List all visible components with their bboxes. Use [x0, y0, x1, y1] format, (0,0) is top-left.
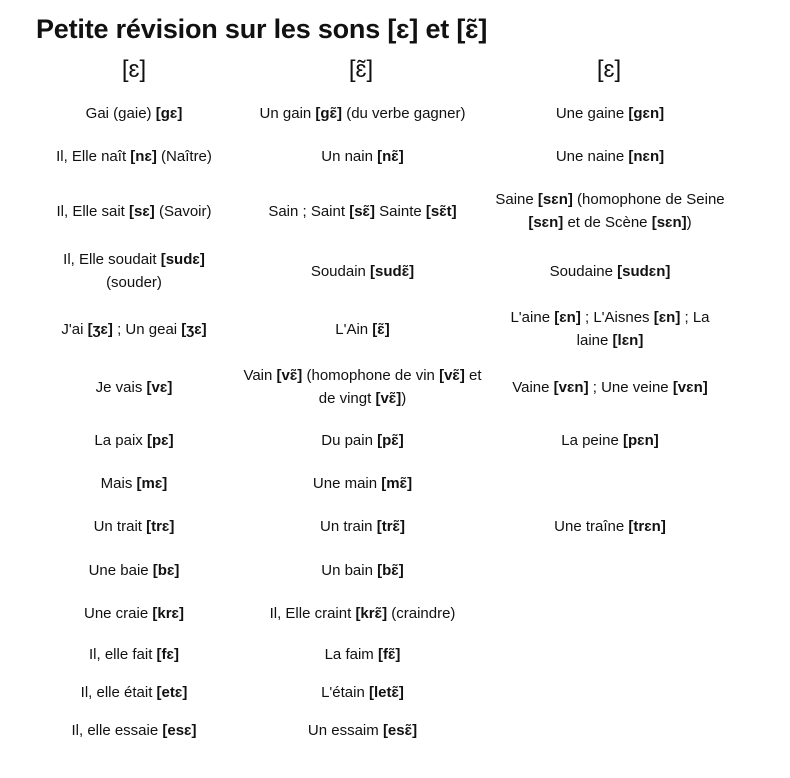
- table-cell-col-e-open-n: [494, 717, 726, 743]
- cell-text: Une craie [krɛ]: [83, 604, 184, 622]
- table-cell-col-e-open: [34, 557, 234, 583]
- cell-text: Un train [trɛ̃]: [320, 517, 405, 535]
- table-cell-col-e-nasal: [240, 427, 485, 453]
- table-row: [0, 600, 790, 626]
- table-cell-col-e-open: [34, 306, 234, 352]
- cell-text: Gai (gaie) [gɛ]: [85, 104, 183, 122]
- cell-text: La peine [pɛn]: [561, 431, 659, 449]
- table-cell-col-e-open-n: [494, 306, 726, 352]
- cell-text: Il, elle était [etɛ]: [80, 683, 188, 701]
- table-cell-col-e-open: [34, 100, 234, 126]
- cell-text: L'Ain [ɛ̃]: [335, 320, 390, 338]
- cell-text: J'ai [ʒɛ] ; Un geai [ʒɛ]: [61, 320, 207, 338]
- column-header-e-nasal: [ɛ̃]: [348, 56, 374, 83]
- cell-text: Une naine [nɛn]: [555, 147, 665, 165]
- cell-text: Soudain [sudɛ̃]: [310, 262, 415, 280]
- table-cell-col-e-nasal: [240, 143, 485, 169]
- table-row: [0, 363, 790, 411]
- table-cell-col-e-open: [34, 143, 234, 169]
- table-cell-col-e-open-n: [494, 143, 726, 169]
- table-row: [0, 679, 790, 705]
- table-cell-col-e-open-n: [494, 470, 726, 496]
- table-row: [0, 143, 790, 169]
- table-cell-col-e-open-n: [494, 557, 726, 583]
- table-row: [0, 427, 790, 453]
- table-cell-col-e-open: [34, 248, 234, 294]
- table-cell-col-e-open-n: [494, 248, 726, 294]
- cell-text: Une gaine [gɛn]: [555, 104, 665, 122]
- table-row: [0, 248, 790, 294]
- table-row: [0, 188, 790, 234]
- table-cell-col-e-nasal: [240, 600, 485, 626]
- cell-text: L'étain [letɛ̃]: [321, 683, 404, 701]
- table-cell-col-e-nasal: [240, 717, 485, 743]
- cell-text: Il, Elle craint [krɛ̃] (craindre): [269, 604, 456, 622]
- cell-text: Un essaim [esɛ̃]: [307, 721, 418, 739]
- column-header-e-open: [ɛ]: [121, 56, 147, 83]
- table-cell-col-e-open: [34, 427, 234, 453]
- cell-text: Vaine [vɛn] ; Une veine [vɛn]: [512, 378, 708, 396]
- cell-text: Soudaine [sudɛn]: [549, 262, 671, 280]
- table-cell-col-e-open: [34, 717, 234, 743]
- table-row: [0, 100, 790, 126]
- table-row: [0, 717, 790, 743]
- table-cell-col-e-open-n: [494, 100, 726, 126]
- cell-text: Une main [mɛ̃]: [312, 474, 413, 492]
- table-cell-col-e-nasal: [240, 557, 485, 583]
- cell-text: Une baie [bɛ]: [88, 561, 180, 579]
- table-cell-col-e-open: [34, 641, 234, 667]
- table-cell-col-e-nasal: [240, 248, 485, 294]
- column-headers: [0, 56, 790, 92]
- table-cell-col-e-nasal: [240, 470, 485, 496]
- table-cell-col-e-nasal: [240, 188, 485, 234]
- cell-text: Il, Elle naît [nɛ] (Naître): [56, 147, 212, 165]
- table-cell-col-e-open-n: [494, 188, 726, 234]
- cell-text: Saine [sɛn] (homophone de Seine [sɛn] et de Scène [sɛn]): [495, 191, 725, 231]
- table-cell-col-e-nasal: [240, 100, 485, 126]
- table-cell-col-e-nasal: [240, 679, 485, 705]
- table-cell-col-e-open-n: [494, 679, 726, 705]
- cell-text: Un trait [trɛ]: [93, 517, 175, 535]
- table-cell-col-e-open: [34, 600, 234, 626]
- cell-text: Vain [vɛ̃] (homophone de vin [vɛ̃] et de vingt [vɛ̃]): [243, 367, 482, 407]
- table-cell-col-e-open-n: [494, 363, 726, 411]
- table-row: [0, 470, 790, 496]
- table-cell-col-e-open-n: [494, 513, 726, 539]
- cell-text: Un gain [gɛ̃] (du verbe gagner): [259, 104, 466, 122]
- cell-text: Il, Elle soudait [sudɛ] (souder): [63, 251, 205, 291]
- cell-text: La paix [pɛ]: [94, 431, 174, 449]
- table-cell-col-e-open: [34, 363, 234, 411]
- table-cell-col-e-open: [34, 470, 234, 496]
- cell-text: L'aine [ɛn] ; L'Aisnes [ɛn] ; La laine [lɛn]: [510, 309, 710, 349]
- table-row: [0, 641, 790, 667]
- table-row: [0, 306, 790, 352]
- table-cell-col-e-open: [34, 679, 234, 705]
- cell-text: Une traîne [trɛn]: [554, 517, 666, 535]
- table-row: [0, 557, 790, 583]
- table-cell-col-e-open-n: [494, 641, 726, 667]
- cell-text: Mais [mɛ]: [100, 474, 168, 492]
- table-row: [0, 513, 790, 539]
- table-cell-col-e-open-n: [494, 427, 726, 453]
- table-cell-col-e-open: [34, 513, 234, 539]
- table-cell-col-e-open-n: [494, 600, 726, 626]
- table-cell-col-e-nasal: [240, 641, 485, 667]
- column-header-e-open-n: [ɛ]: [596, 56, 622, 83]
- table-cell-col-e-nasal: [240, 513, 485, 539]
- page-title: Petite révision sur les sons [ɛ] et [ɛ̃]: [36, 14, 488, 44]
- cell-text: Du pain [pɛ̃]: [321, 431, 404, 449]
- cell-text: Sain ; Saint [sɛ̃] Sainte [sɛ̃t]: [268, 202, 457, 220]
- table-cell-col-e-nasal: [240, 363, 485, 411]
- cell-text: Un nain [nɛ̃]: [321, 147, 404, 165]
- table-cell-col-e-nasal: [240, 306, 485, 352]
- cell-text: Il, Elle sait [sɛ] (Savoir): [56, 202, 212, 220]
- cell-text: Un bain [bɛ̃]: [321, 561, 404, 579]
- cell-text: Il, elle fait [fɛ]: [89, 645, 179, 663]
- cell-text: Je vais [vɛ]: [95, 378, 173, 396]
- cell-text: La faim [fɛ̃]: [324, 645, 401, 663]
- cell-text: Il, elle essaie [esɛ]: [71, 721, 197, 739]
- table-cell-col-e-open: [34, 188, 234, 234]
